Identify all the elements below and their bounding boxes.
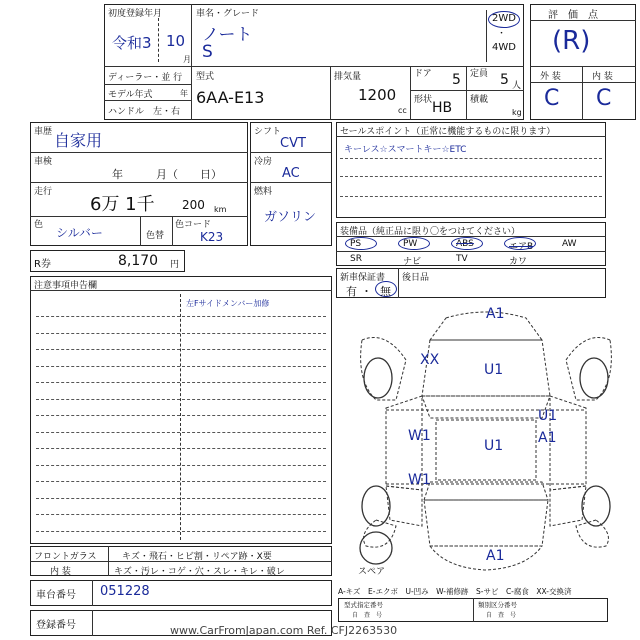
month-value: 10 — [166, 32, 186, 50]
score-value: (R) — [552, 26, 591, 56]
right-door-u-mark: U1 — [538, 408, 558, 424]
type-value: 6AA-E13 — [196, 88, 265, 107]
model-year-label: モデル年式 — [108, 90, 153, 100]
equipment-item: SR — [350, 254, 362, 264]
equipment-item: PS — [350, 239, 362, 249]
spare-label: スペア — [358, 567, 386, 577]
sales-points-label: セールスポイント（正常に機能するものに限ります） — [340, 127, 556, 137]
mileage-small: 200 — [182, 198, 205, 212]
equipment-item: TV — [456, 254, 468, 264]
stamp-type-label: 型式指定番号 — [344, 601, 383, 609]
header-box — [104, 4, 524, 120]
divider — [398, 268, 399, 298]
notes-rule — [36, 333, 326, 334]
equipment-item: AW — [562, 239, 577, 249]
left-rear-door-mark: W1 — [408, 472, 431, 488]
stamp-type-sub: 自 査 号 — [352, 612, 383, 619]
right-front-wheel — [580, 358, 608, 398]
era-value: 令和3 — [112, 34, 152, 52]
displacement-label: 排気量 — [334, 72, 362, 82]
drive-4wd: 4WD — [492, 42, 516, 53]
notes-rule — [36, 415, 326, 416]
equipment-circle — [398, 237, 430, 250]
color-value: シルバー — [56, 226, 103, 240]
fuel-value: ガソリン — [264, 210, 317, 225]
load-unit: kg — [512, 108, 522, 117]
notes-rule — [36, 366, 326, 367]
hood-mark: U1 — [484, 362, 504, 378]
equipment-item: ABS — [456, 239, 474, 249]
trunk-outline — [424, 500, 548, 546]
chassis-label: 車台番号 — [36, 590, 76, 601]
notes-line: 左Fサイドメンバー加修 — [186, 299, 270, 308]
new-warranty-yes: 有 — [346, 285, 357, 298]
car-name-value: ノート — [202, 25, 253, 45]
divider — [582, 66, 583, 120]
notes-rule — [36, 349, 326, 350]
spare-tire — [360, 532, 392, 564]
left-rear-door-outline — [386, 486, 422, 526]
displacement-unit: cc — [398, 106, 407, 115]
shape-value: HB — [432, 100, 453, 116]
divider — [104, 66, 524, 67]
drive-dot: ・ — [497, 29, 507, 39]
type-label: 型式 — [196, 72, 215, 82]
divider — [92, 580, 93, 606]
registration-label: 登録番号 — [36, 620, 76, 631]
used-warranty-label: 後日品 — [402, 273, 430, 283]
roof-mark: U1 — [484, 438, 504, 454]
stamp-class-sub: 自 査 号 — [486, 612, 517, 619]
divider — [530, 66, 636, 67]
divider — [530, 82, 636, 83]
capacity-value: 5 — [500, 72, 509, 88]
divider — [191, 66, 192, 120]
divider — [104, 84, 191, 85]
recycle-value: 8,170 — [118, 253, 159, 269]
divider — [140, 216, 141, 246]
interior-cond-label: 内 装 — [50, 567, 71, 577]
capacity-unit: 人 — [512, 81, 522, 91]
notes-rule — [36, 481, 326, 482]
displacement-value: 1200 — [358, 86, 397, 104]
divider — [330, 66, 331, 120]
divider — [30, 182, 248, 183]
shift-label: シフト — [254, 127, 282, 137]
capacity-label: 定員 — [470, 69, 489, 79]
interior-label: 内 装 — [592, 72, 613, 82]
windshield-label: フロントガラス — [34, 552, 97, 562]
divider — [172, 216, 173, 246]
notes-divider — [180, 294, 181, 540]
divider — [336, 251, 606, 252]
rule — [340, 176, 602, 177]
rule — [340, 196, 602, 197]
divider — [466, 66, 467, 120]
windshield-outline — [422, 396, 550, 418]
color-code-value: K23 — [200, 230, 224, 244]
use-label: 車歴 — [34, 127, 53, 137]
first-reg-label: 初度登録年月 — [108, 9, 163, 19]
shift-value: CVT — [280, 136, 306, 151]
right-door-a-mark: A1 — [538, 430, 557, 446]
left-front-wheel — [364, 358, 392, 398]
mileage-unit: km — [214, 205, 227, 214]
interior-value: C — [596, 86, 612, 111]
interior-cond-value: キズ・汚レ・コゲ・穴・スレ・キレ・破レ — [114, 567, 285, 577]
notes-rule — [36, 316, 326, 317]
equipment-item: エアB — [509, 242, 534, 252]
divider — [104, 100, 191, 101]
fuel-label: 燃料 — [254, 187, 273, 197]
rear-window-outline — [424, 482, 548, 500]
inspection-label: 車検 — [34, 157, 53, 167]
rear-bottom-mark: A1 — [486, 548, 505, 564]
model-year-unit: 年 — [180, 89, 188, 98]
new-warranty-label: 新車保証書 — [340, 273, 386, 283]
divider — [250, 152, 332, 153]
notes-rule — [36, 399, 326, 400]
equipment-item: ナビ — [403, 257, 422, 267]
divider — [410, 66, 411, 120]
notes-rule — [36, 432, 326, 433]
exterior-value: C — [544, 86, 560, 111]
recycle-label: R券 — [34, 259, 51, 270]
mileage-label: 走行 — [34, 187, 53, 197]
divider — [158, 18, 159, 62]
grade-value: S — [202, 42, 213, 62]
new-warranty-dot: ・ — [361, 285, 372, 298]
notes-rule — [36, 498, 326, 499]
notes-rule — [36, 514, 326, 515]
notes-rule — [36, 448, 326, 449]
divider — [410, 90, 524, 91]
watermark: www.CarFromJapan.com Ref. CFJ2263530 — [170, 624, 398, 637]
door-value: 5 — [452, 72, 461, 88]
equipment-circle — [451, 237, 483, 250]
color-change-label: 色替 — [146, 231, 165, 241]
ac-label: 冷房 — [254, 157, 273, 167]
color-label: 色 — [34, 220, 44, 230]
inspection-value: 年 月（ 日） — [112, 168, 222, 181]
equipment-item: PW — [403, 239, 418, 249]
exterior-label: 外 装 — [540, 72, 561, 82]
left-front-door-mark: W1 — [408, 428, 431, 444]
right-rear-fender-outline — [576, 520, 608, 547]
rule — [340, 158, 602, 159]
recycle-unit: 円 — [170, 260, 180, 270]
chassis-value: 051228 — [100, 584, 150, 599]
notes-rule — [36, 382, 326, 383]
notes-label: 注意事項申告欄 — [34, 281, 98, 291]
load-label: 積載 — [470, 95, 489, 105]
divider — [473, 598, 474, 622]
divider — [30, 216, 248, 217]
windshield-value: キズ・飛石・ヒビ割・リペア跡・X要 — [122, 552, 272, 562]
month-unit: 月 — [183, 55, 191, 64]
new-warranty-no: 無 — [380, 285, 391, 298]
stamp-class-label: 類別区分番号 — [478, 601, 517, 609]
divider — [30, 152, 248, 153]
equipment-circle — [504, 237, 536, 250]
divider — [250, 182, 332, 183]
recycle-box — [30, 250, 185, 272]
handle-label: ハンドル 左・右 — [108, 107, 181, 117]
car-name-label: 車名・グレード — [196, 9, 260, 19]
equipment-item: カワ — [509, 257, 528, 267]
grade-label: 評 価 点 — [548, 10, 598, 21]
legend-text: A-キズ E-エクボ U-凹み W-補修跡 S-サビ C-腐食 XX-交換済 — [338, 587, 572, 596]
drive-2wd: 2WD — [492, 13, 516, 24]
equipment-circle — [345, 237, 377, 250]
mileage-value: 6万 1千 — [90, 194, 155, 215]
xx-mark: XX — [420, 352, 440, 368]
divider — [92, 610, 93, 636]
ac-value: AC — [282, 166, 300, 181]
right-rear-door-outline — [550, 486, 586, 526]
divider — [108, 546, 109, 576]
use-value: 自家用 — [54, 131, 103, 150]
notes-rule — [36, 531, 326, 532]
equipment-label: 装備品（純正品に限り〇をつけてください） — [340, 227, 521, 237]
divider — [486, 10, 487, 62]
divider — [191, 4, 192, 66]
dealer-label: ディーラー・並 行 — [108, 73, 183, 83]
color-code-label: 色コード — [175, 220, 212, 230]
front-top-mark: A1 — [486, 306, 505, 322]
notes-rule — [36, 465, 326, 466]
shape-label: 形状 — [414, 95, 433, 105]
sales-points-line: キーレス☆スマートキー☆ETC — [344, 145, 467, 155]
door-label: ドア — [414, 69, 432, 79]
